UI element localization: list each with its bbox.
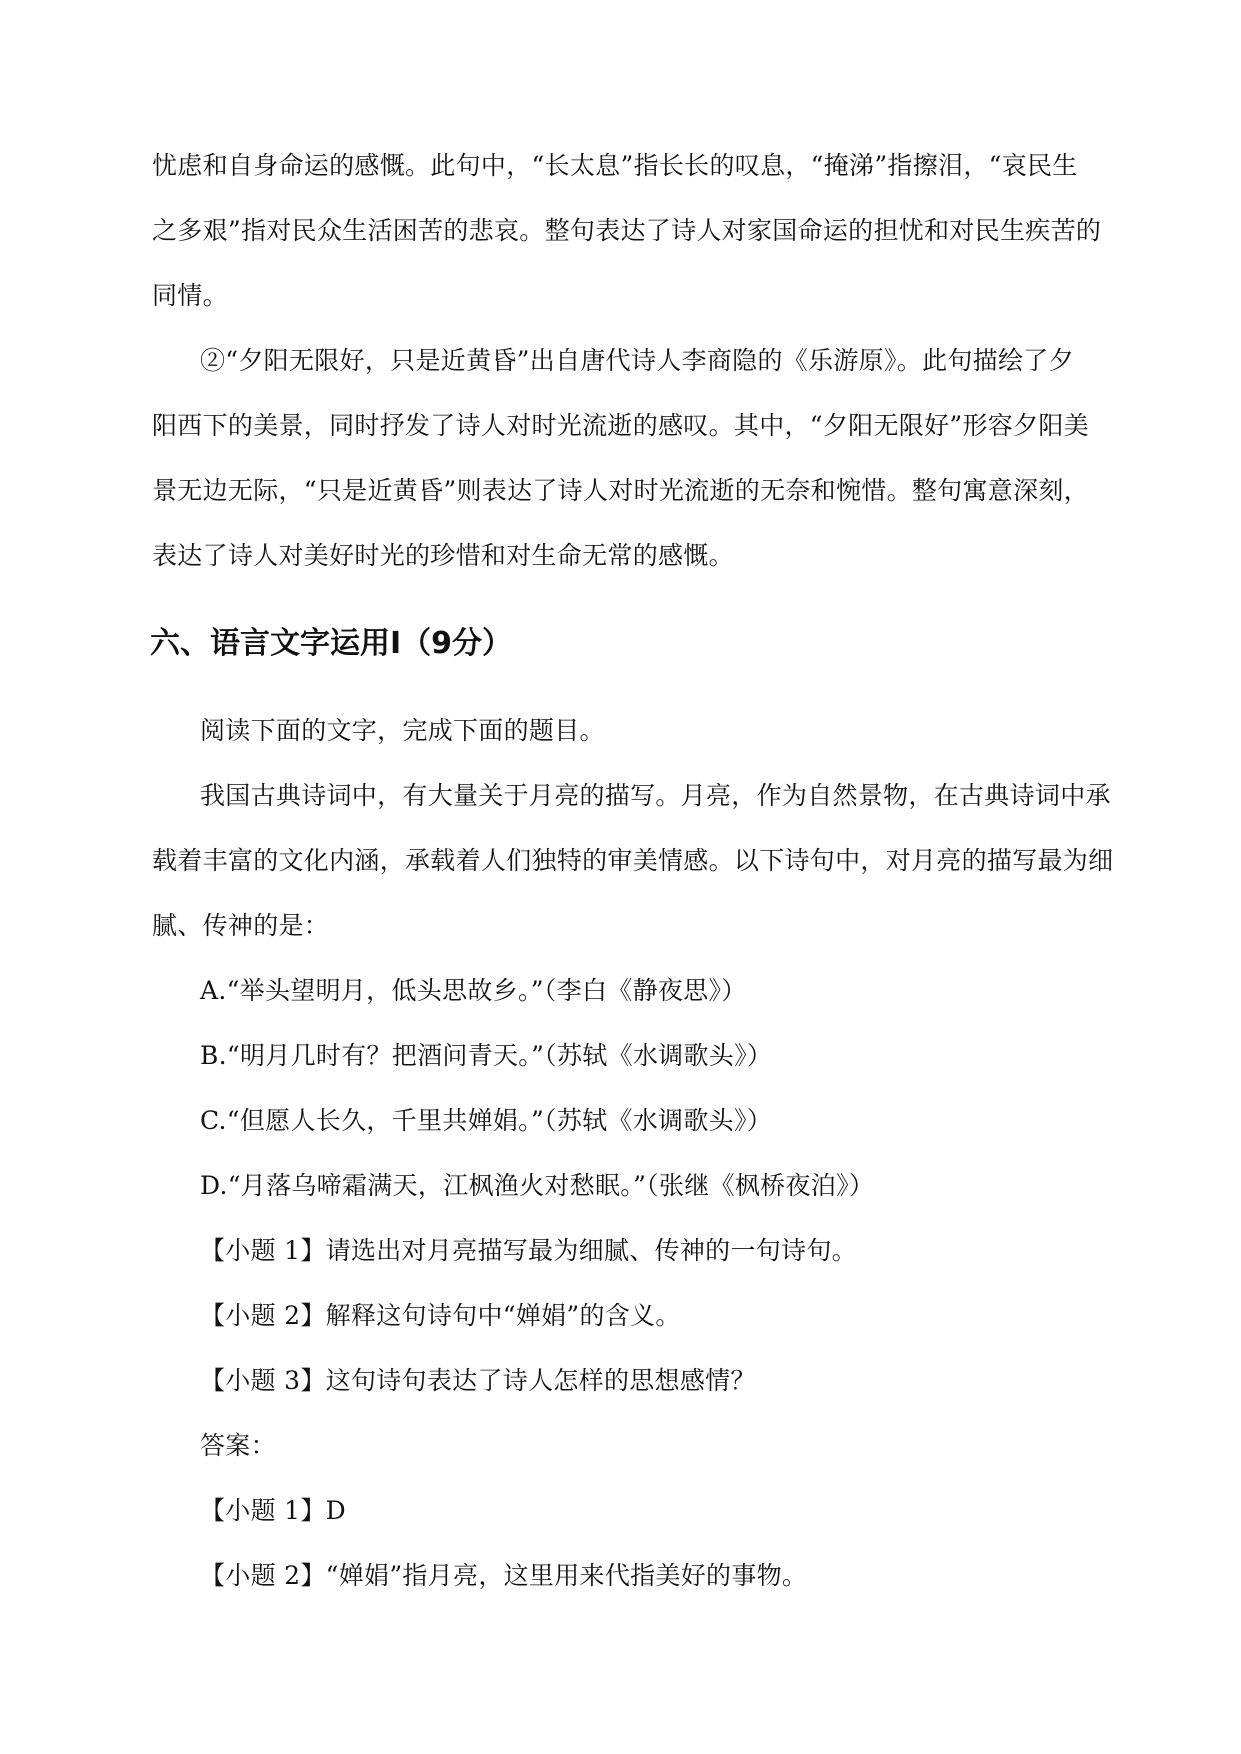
question-3: 【小题 3】这句诗句表达了诗人怎样的思想感情？ [200,1366,756,1395]
answer-1: 【小题 1】D [200,1496,346,1525]
paragraph-line: 忧虑和自身命运的感慨。此句中，“长太息”指长长的叹息，“掩涕”指擦泪，“哀民生 [152,151,1078,180]
option-c: C.“但愿人长久，千里共婵娟。”（苏轼《水调歌头》） [200,1106,773,1135]
instruction-text: 阅读下面的文字，完成下面的题目。 [200,716,605,745]
question-2: 【小题 2】解释这句诗句中“婵娟”的含义。 [200,1301,681,1330]
paragraph-line: 同情。 [152,281,228,310]
passage-line: 腻、传神的是： [152,911,330,940]
option-b: B.“明月几时有？把酒问青天。”（苏轼《水调歌头》） [200,1041,773,1070]
paragraph-line: 之多艰”指对民众生活困苦的悲哀。整句表达了诗人对家国命运的担忧和对民生疾苦的 [152,216,1102,245]
answer-label: 答案： [200,1431,276,1460]
paragraph-line: 阳西下的美景，同时抒发了诗人对时光流逝的感叹。其中，“夕阳无限好”形容夕阳美 [152,411,1089,440]
answer-2: 【小题 2】“婵娟”指月亮，这里用来代指美好的事物。 [200,1561,808,1590]
passage-line: 我国古典诗词中，有大量关于月亮的描写。月亮，作为自然景物，在古典诗词中承 [200,781,1111,810]
paragraph-line: ②“夕阳无限好，只是近黄昏”出自唐代诗人李商隐的《乐游原》。此句描绘了夕 [200,346,1074,375]
passage-line: 载着丰富的文化内涵，承载着人们独特的审美情感。以下诗句中，对月亮的描写最为细 [152,846,1114,875]
section-heading: 六、语言文字运用Ⅰ（9分） [150,626,513,661]
paragraph-line: 景无边无际，“只是近黄昏”则表达了诗人对时光流逝的无奈和惋惜。整句寓意深刻， [152,476,1089,505]
paragraph-line: 表达了诗人对美好时光的珍惜和对生命无常的感慨。 [152,541,734,570]
option-a: A.“举头望明月，低头思故乡。”（李白《静夜思》） [200,976,747,1005]
option-d: D.“月落乌啼霜满天，江枫渔火对愁眠。”（张继《枫桥夜泊》） [200,1171,875,1200]
question-1: 【小题 1】请选出对月亮描写最为细腻、传神的一句诗句。 [200,1236,857,1265]
